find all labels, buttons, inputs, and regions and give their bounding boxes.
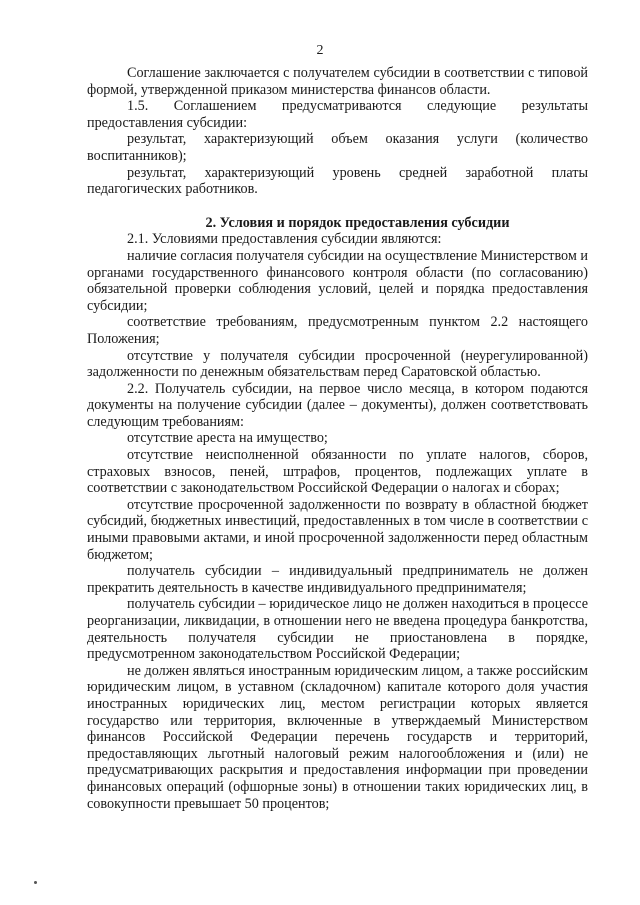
paragraph: 1.5. Соглашением предусматриваются следующие результаты предоставления субсидии:: [87, 98, 588, 131]
paragraph: отсутствие просроченной задолженности по возврату в областной бюджет субсидий, бюджетных инвестиций, предоставленных в том числе в соответствии с иными правовыми актами, и иной просроченной задолженности перед областным бюджетом;: [87, 496, 588, 563]
scan-speck: [34, 881, 37, 884]
paragraph: отсутствие у получателя субсидии просроченной (неурегулированной) задолженности по денежным обязательствам перед Саратовской областью.: [87, 347, 588, 381]
paragraph: не должен являться иностранным юридическим лицом, а также российским юридическим лицом, в уставном (складочном) капитале которого доля участия иностранных юридических лиц, местом регистрации которых является государство или территория, включенные в утверждаемый Министерством финансов Российской Федерации перечень государств и территорий, предоставляющих льготный налоговый режим налогообложения и (или) не предусматривающих раскрытия и предоставления информации при проведении финансовых операций (офшорные зоны) в отношении таких юридических лиц, в совокупности превышает 50 процентов;: [87, 662, 588, 812]
paragraph: 2.1. Условиями предоставления субсидии являются:: [127, 231, 442, 248]
paragraph: наличие согласия получателя субсидии на осуществление Министерством и органами государственного финансового контроля области (по согласованию) обязательной проверки соблюдения условий, целей и порядка предоставления субсидии;: [87, 247, 588, 314]
paragraph: получатель субсидии – юридическое лицо не должен находиться в процессе реорганизации, ликвидации, в отношении него не введена процедура банкротства, деятельность получателя субсидии не приостановлена в порядке, предусмотренном законодательством Российской Федерации;: [87, 596, 588, 663]
paragraph: соответствие требованиям, предусмотренным пунктом 2.2 настоящего Положения;: [87, 314, 588, 347]
paragraph: 2.2. Получатель субсидии, на первое число месяца, в котором подаются документы на получение субсидии (далее – документы), должен соответствовать следующим требованиям:: [87, 380, 588, 430]
page-number: 2: [316, 43, 324, 58]
paragraph: получатель субсидии – индивидуальный предприниматель не должен прекратить деятельность в качестве индивидуального предпринимателя;: [87, 563, 588, 596]
paragraph: результат, характеризующий объем оказания услуги (количество воспитанников);: [87, 131, 588, 164]
paragraph: отсутствие ареста на имущество;: [127, 430, 328, 447]
paragraph: результат, характеризующий уровень средней заработной платы педагогических работников.: [87, 164, 588, 198]
paragraph: отсутствие неисполненной обязанности по уплате налогов, сборов, страховых взносов, пеней, штрафов, процентов, подлежащих уплате в соответствии с законодательством Российской Федерации о налогах и сборах;: [87, 447, 588, 497]
document-body: [87, 65, 588, 812]
paragraph: Соглашение заключается с получателем субсидии в соответствии с типовой формой, утвержденной приказом министерства финансов области.: [87, 65, 588, 98]
section-heading: 2. Условия и порядок предоставления субсидии: [205, 214, 510, 231]
